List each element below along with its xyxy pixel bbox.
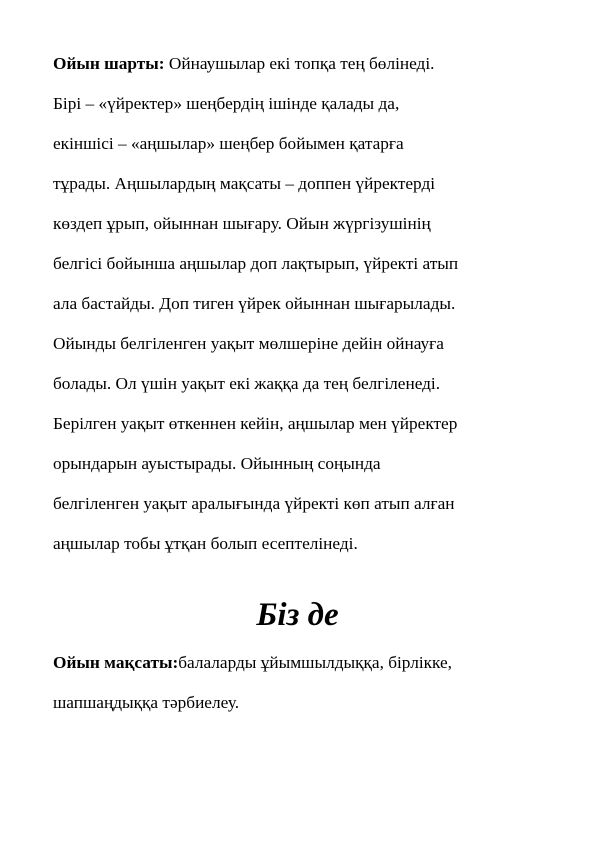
- goal-text-line: балаларды ұйымшылдыққа, бірлікке,: [178, 653, 452, 672]
- rules-text-line: тұрады. Аңшылардың мақсаты – доппен үйректерді: [53, 174, 436, 193]
- rules-paragraph: [53, 44, 573, 564]
- game-title: Біз де: [256, 597, 339, 633]
- goal-text-line: шапшаңдыққа тәрбиелеу.: [53, 693, 240, 712]
- rules-text-line: Ойнаушылар екі топқа тең бөлінеді.: [164, 54, 435, 73]
- rules-text-line: белгіленген уақыт аралығында үйректі көп атып алған: [53, 494, 455, 513]
- goal-paragraph: [53, 643, 573, 723]
- rules-text-line: екіншісі – «аңшылар» шеңбер бойымен қатарға: [53, 134, 404, 153]
- rules-text-line: ала бастайды. Доп тиген үйрек ойыннан шығарылады.: [53, 294, 456, 313]
- rules-text-line: аңшылар тобы ұтқан болып есептелінеді.: [53, 534, 358, 553]
- rules-text-line: Бірі – «үйректер» шеңбердің ішінде қалады да,: [53, 94, 400, 113]
- rules-text-line: көздеп ұрып, ойыннан шығару. Ойын жүргізушінің: [53, 214, 431, 233]
- rules-line-1: [53, 44, 573, 84]
- goal-line-1: [53, 643, 573, 683]
- goal-label: Ойын мақсаты:: [53, 653, 179, 672]
- rules-text-line: Берілген уақыт өткеннен кейін, аңшылар мен үйректер: [53, 414, 458, 433]
- rules-text-line: Ойынды белгіленген уақыт мөлшеріне дейін ойнауға: [53, 334, 444, 353]
- rules-text-line: болады. Ол үшін уақыт екі жаққа да тең белгіленеді.: [53, 374, 441, 393]
- rules-text-line: орындарын ауыстырады. Ойынның соңында: [53, 454, 381, 473]
- rules-label: Ойын шарты:: [53, 54, 165, 73]
- rules-text-line: белгісі бойынша аңшылар доп лақтырып, үйректі атып: [53, 254, 459, 273]
